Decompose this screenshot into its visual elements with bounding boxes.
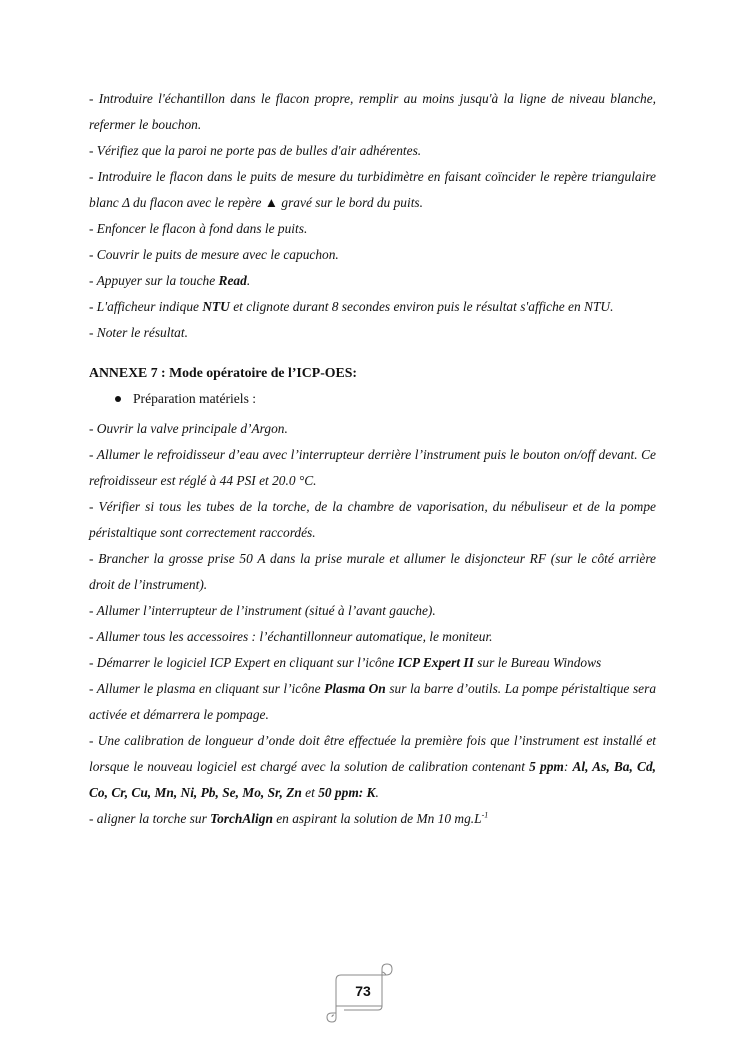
ntu-label: NTU: [202, 299, 230, 314]
bullet-item: [89, 386, 656, 412]
page-content: [89, 86, 656, 832]
instruction-line: - Noter le résultat.: [89, 325, 188, 340]
procedure-step: [89, 676, 656, 728]
instruction-line: - Introduire l'échantillon dans le flacon propre, remplir au moins jusqu'à la ligne de niveau blanche, refermer le bouchon.: [89, 91, 656, 132]
instruction-line: [89, 268, 656, 294]
text-run: en aspirant la solution de Mn 10 mg.L: [272, 811, 482, 826]
torchalign-label: TorchAlign: [210, 811, 273, 826]
text-run: et clignote durant 8 secondes environ puis le résultat s'affiche en NTU.: [229, 299, 614, 314]
instruction-line: [89, 294, 656, 320]
procedure-step: - Vérifier si tous les tubes de la torche, de la chambre de vaporisation, du nébuliseur et de la pompe péristaltique sont correctement raccordés.: [89, 499, 656, 540]
read-key-label: Read: [218, 273, 247, 288]
unit-exponent: -1: [481, 810, 489, 820]
bullet-icon: [115, 396, 121, 402]
text-run: et: [301, 785, 319, 800]
instruction-line: - Enfoncer le flacon à fond dans le puits.: [89, 221, 308, 236]
procedure-step: - Allumer le refroidisseur d’eau avec l’interrupteur derrière l’instrument puis le bouton on/off devant. Ce refroidisseur est réglé à 44 PSI et 20.0 °C.: [89, 447, 656, 488]
plasma-on-label: Plasma On: [324, 681, 386, 696]
procedure-step: [89, 650, 656, 676]
procedure-step: - Brancher la grosse prise 50 A dans la prise murale et allumer le disjoncteur RF (sur le côté arrière droit de l’instrument).: [89, 551, 656, 592]
text-run: - Une calibration de longueur d’onde doit être effectuée la première fois que l’instrument est installé et lorsque le nouveau logiciel est chargé avec la solution de calibration contenant: [89, 733, 656, 774]
text-run: sur la barre d’outils. La pompe péristaltique sera activée et démarrera le pompage.: [89, 681, 657, 722]
procedure-step: [89, 806, 656, 832]
procedure-step: - Ouvrir la valve principale d’Argon.: [89, 421, 288, 436]
text-run: .: [246, 273, 251, 288]
text-run: - aligner la torche sur: [89, 811, 211, 826]
bullet-label: Préparation matériels :: [133, 391, 257, 406]
text-run: :: [563, 759, 573, 774]
instruction-line: - Introduire le flacon dans le puits de mesure du turbidimètre en faisant coïncider le repère triangulaire blanc Δ du flacon avec le repère ▲ gravé sur le bord du puits.: [89, 169, 656, 210]
procedure-step: [89, 728, 656, 806]
element-list: Al, As, Ba, Cd, Co, Cr, Cu, Mn, Ni, Pb, Se, Mo, Sr, Zn: [89, 759, 656, 800]
text-run: - Appuyer sur la touche: [89, 273, 219, 288]
text-run: - Allumer le plasma en cliquant sur l’icône: [89, 681, 325, 696]
concentration-label: 50 ppm: K: [318, 785, 376, 800]
instruction-line: - Couvrir le puits de mesure avec le capuchon.: [89, 247, 339, 262]
concentration-label: 5 ppm: [529, 759, 564, 774]
text-run: sur le Bureau Windows: [473, 655, 602, 670]
instruction-line: - Vérifiez que la paroi ne porte pas de bulles d'air adhérentes.: [89, 143, 422, 158]
procedure-step: - Allumer l’interrupteur de l’instrument (situé à l’avant gauche).: [89, 603, 436, 618]
section-heading: ANNEXE 7 : Mode opératoire de l’ICP-OES:: [89, 365, 357, 380]
text-run: .: [375, 785, 379, 800]
text-run: - L'afficheur indique: [89, 299, 203, 314]
software-icon-name: ICP Expert II: [397, 655, 474, 670]
text-run: - Démarrer le logiciel ICP Expert en cliquant sur l’icône: [89, 655, 398, 670]
page-number: 73: [355, 983, 371, 999]
procedure-step: - Allumer tous les accessoires : l’échantillonneur automatique, le moniteur.: [89, 629, 493, 644]
